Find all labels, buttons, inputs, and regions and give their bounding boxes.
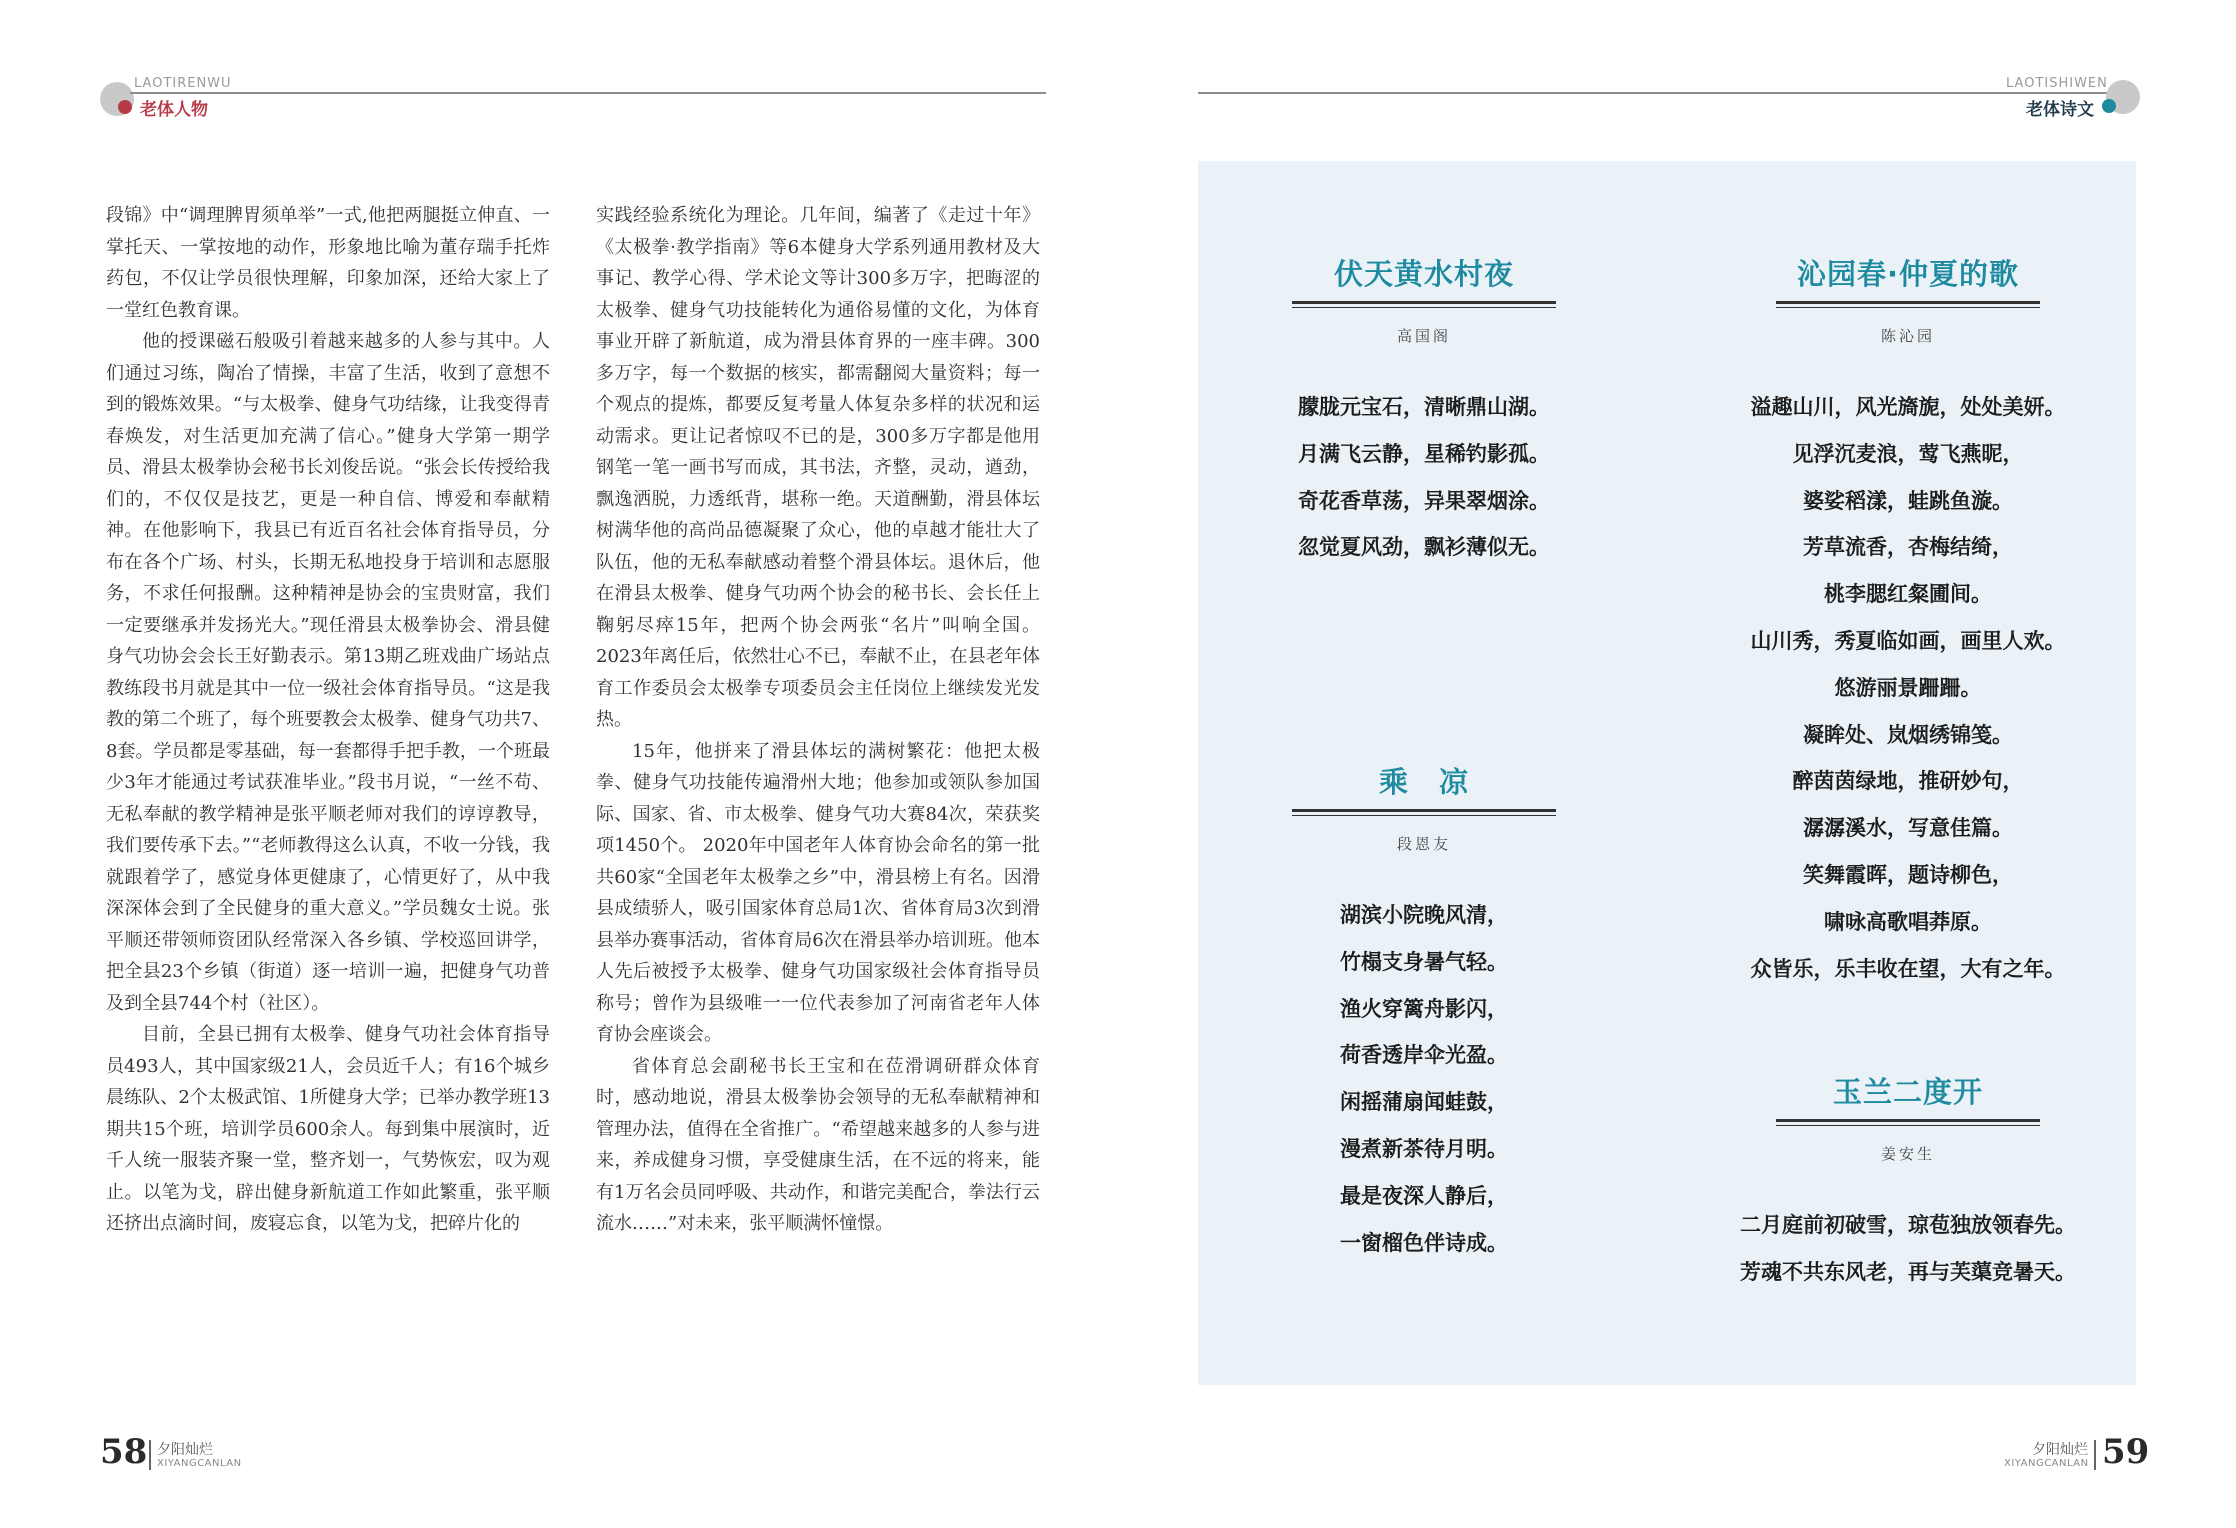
poem-line: 最是夜深人静后，: [1340, 1182, 1508, 1208]
poem-line: 婆娑稻漾，蛙跳鱼漩。: [1803, 487, 2013, 513]
poem-line: 二月庭前初破雪，琼苞独放领春先。: [1740, 1212, 2076, 1237]
poem-verse: [1204, 892, 1644, 1266]
section-dot: [118, 100, 132, 114]
article-column-1: [106, 200, 550, 1240]
header-rule: [130, 92, 1046, 94]
magazine-name: 夕阳灿烂: [157, 1442, 213, 1458]
title-rule: [1776, 301, 2040, 308]
poem-line: 桃李腮红粲圃间。: [1824, 581, 1992, 607]
poem-line: 众皆乐，乐丰收在望，大有之年。: [1750, 955, 2066, 981]
poem-line: 闲摇蒲扇闻蛙鼓，: [1340, 1089, 1508, 1115]
title-rule: [1776, 1119, 2040, 1126]
poem-line: 芳草流香，杏梅结绮，: [1803, 534, 2013, 560]
poem-line: 月满飞云静，星稀钓影孤。: [1298, 440, 1550, 466]
poem-line: 醉茵茵绿地，推研妙句，: [1792, 768, 2024, 794]
footer-divider: [2094, 1440, 2096, 1470]
poem-line: 悠游丽景跚跚。: [1834, 674, 1982, 700]
poem-verse: [1688, 1202, 2128, 1296]
page-number: 58: [100, 1432, 148, 1472]
page-number: 59: [2102, 1432, 2150, 1472]
footer-divider: [149, 1440, 151, 1470]
article-column-2: [596, 200, 1040, 1240]
article-paragraph: 目前，全县已拥有太极拳、健身气功社会体育指导员493人，其中国家级21人，会员近千人；有16个城乡晨练队、2个太极武馆、1所健身大学；已举办教学班13期共15个班，培训学员600余人。每到集中展演时，近千人统一服装齐聚一堂，整齐划一，气势恢宏，叹为观止。以笔为戈，辟出健身新航道工作如此繁重，张平顺还挤出点滴时间，废寝忘食，以笔为戈，把碎片化的: [106, 1024, 550, 1234]
poem-verse: [1688, 384, 2128, 992]
poem-line: 荷香透岸伞光盈。: [1340, 1042, 1508, 1068]
magazine-name-en: XIYANGCANLAN: [157, 1458, 242, 1469]
poem-line: 渔火穿篱舟影闪，: [1340, 995, 1508, 1021]
poem-line: 潺潺溪水，写意佳篇。: [1803, 815, 2013, 841]
poem-verse: [1204, 384, 1644, 571]
article-paragraph: 实践经验系统化为理论。几年间，编著了《走过十年》《太极拳·教学指南》等6本健身大学系列通用教材及大事记、教学心得、学术论文等计300多万字，把晦涩的太极拳、健身气功技能转化为通俗易懂的文化，为体育事业开辟了新航道，成为滑县体育界的一座丰碑。300多万字，每一个数据的核实，都需翻阅大量资料；每一个观点的提炼，都要反复考量人体复杂多样的状况和运动需求。更让记者惊叹不已的是，300多万字都是他用钢笔一笔一画书写而成，其书法，齐整，灵动，遒劲，飘逸洒脱，力透纸背，堪称一绝。天道酬勤，滑县体坛树满华他的高尚品德凝聚了众心，他的卓越才能壮大了队伍，他的无私奉献感动着整个滑县体坛。退休后，他在滑县太极拳、健身气功两个协会的秘书长、会长任上鞠躬尽瘁15年，把两个协会两张“名片”叫响全国。2023年离任后，依然壮心不已，奉献不止，在县老年体育工作委员会太极拳专项委员会主任岗位上继续发光发热。: [596, 205, 1040, 730]
poem-title: 玉兰二度开: [1832, 1075, 1983, 1109]
poem-line: 漫煮新茶待月明。: [1340, 1135, 1508, 1161]
magazine-name: 夕阳灿烂: [2032, 1442, 2088, 1458]
poem-line: 啸咏高歌唱莽原。: [1824, 908, 1992, 934]
title-rule: [1292, 809, 1556, 816]
poem-line: 芳魂不共东风老，再与芙蕖竞暑天。: [1740, 1258, 2076, 1284]
poem-title: 沁园春·仲夏的歌: [1796, 257, 2020, 291]
header-rule: [1198, 92, 2108, 94]
article-paragraph: 15年，他拼来了滑县体坛的满树繁花：他把太极拳、健身气功技能传遍滑州大地；他参加或领队参加国际、国家、省、市太极拳、健身气功大赛84次，荣获奖项1450个。 2020年中国老年人体育协会命名的第一批共60家“全国老年太极拳之乡”中，滑县榜上有名。因滑县成绩骄人，吸引国家体育总局1次、省体育局3次到滑县举办赛事活动，省体育局6次在滑县举办培训班。他本人先后被授予太极拳、健身气功国家级社会体育指导员称号；曾作为县级唯一一位代表参加了河南省老年人体育协会座谈会。: [596, 740, 1040, 1045]
poem-line: 忽觉夏风劲，飘衫薄似无。: [1298, 534, 1550, 560]
article-paragraph: 段锦》中“调理脾胃须单举”一式,他把两腿挺立伸直、一掌托天、一掌按地的动作，形象地比喻为董存瑞手托炸药包，不仅让学员很快理解，印象加深，还给大家上了一堂红色教育课。: [106, 205, 550, 321]
section-dot: [2102, 99, 2116, 113]
poem-line: 奇花香草荡，异果翠烟涂。: [1298, 487, 1550, 513]
poem-author: 陈沁园: [1880, 327, 1935, 345]
poem-line: 笑舞霞晖，题诗柳色，: [1803, 861, 2013, 887]
poem-line: 朦胧元宝石，清晰鼎山湖。: [1298, 394, 1550, 419]
poem-author: 段恩友: [1396, 835, 1451, 853]
poem-author: 姜安生: [1880, 1145, 1935, 1163]
section-label-cn: 老体人物: [140, 100, 208, 120]
poem-title: 伏天黄水村夜: [1333, 257, 1514, 291]
magazine-name-en: XIYANGCANLAN: [2004, 1458, 2089, 1469]
section-label-cn: 老体诗文: [2026, 100, 2094, 120]
poem-line: 见浮沉麦浪，莺飞燕昵，: [1792, 440, 2024, 466]
poem-line: 溢趣山川，风光旖旎，处处美妍。: [1750, 394, 2066, 419]
title-rule: [1292, 301, 1556, 308]
section-label-en: LAOTIRENWU: [134, 76, 232, 91]
poem-line: 山川秀，秀夏临如画，画里人欢。: [1750, 627, 2066, 653]
article-paragraph: 省体育总会副秘书长王宝和在莅滑调研群众体育时，感动地说，滑县太极拳协会领导的无私奉献精神和管理办法，值得在全省推广。“希望越来越多的人参与进来，养成健身习惯，享受健康生活，在不远的将来，能有1万名会员同呼吸、共动作，和谐完美配合，拳法行云流水……”对未来，张平顺满怀憧憬。: [596, 1055, 1040, 1234]
poem-line: 湖滨小院晚风清，: [1340, 902, 1508, 927]
poem-author: 高国阁: [1396, 327, 1451, 345]
poem-line: 凝眸处、岚烟绣锦笺。: [1803, 721, 2013, 747]
article-paragraph: 他的授课磁石般吸引着越来越多的人参与其中。人们通过习练，陶冶了情操，丰富了生活，收到了意想不到的锻炼效果。“与太极拳、健身气功结缘，让我变得青春焕发，对生活更加充满了信心。”健身大学第一期学员、滑县太极拳协会秘书长刘俊岳说。“张会长传授给我们的，不仅仅是技艺，更是一种自信、博爱和奉献精神。在他影响下，我县已有近百名社会体育指导员，分布在各个广场、村头，长期无私地投身于培训和志愿服务，不求任何报酬。这种精神是协会的宝贵财富，我们一定要继承并发扬光大。”现任滑县太极拳协会、滑县健身气功协会会长王好勤表示。第13期乙班戏曲广场站点教练段书月就是其中一位一级社会体育指导员。“这是我教的第二个班了，每个班要教会太极拳、健身气功共7、8套。学员都是零基础，每一套都得手把手教，一个班最少3年才能通过考试获准毕业。”段书月说，“一丝不苟、无私奉献的教学精神是张平顺老师对我们的谆谆教导，我们要传承下去。”“老师教得这么认真，不收一分钱，我就跟着学了，感觉身体更健康了，心情更好了，从中我深深体会到了全民健身的重大意义。”学员魏女士说。张平顺还带领师资团队经常深入各乡镇、学校巡回讲学，把全县23个乡镇（街道）逐一培训一遍，把健身气功普及到全县744个村（社区）。: [106, 331, 550, 1014]
poem-line: 一窗榴色伴诗成。: [1340, 1229, 1508, 1255]
poem-title: 乘 凉: [1378, 765, 1469, 799]
poem-line: 竹榻支身暑气轻。: [1340, 948, 1508, 974]
section-label-en: LAOTISHIWEN: [2006, 76, 2108, 91]
